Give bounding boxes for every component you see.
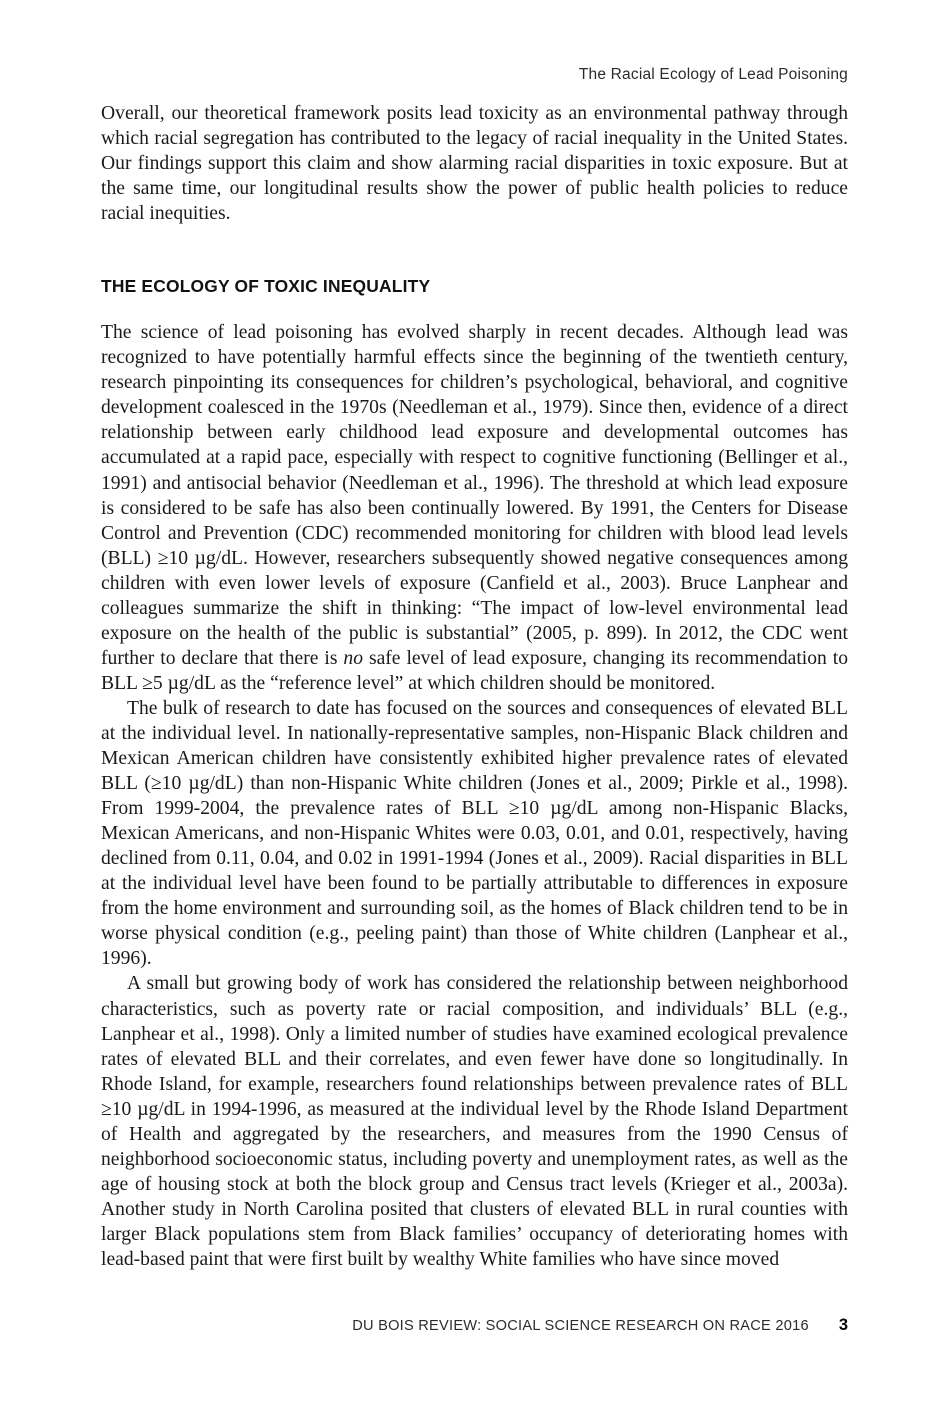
paragraph-bulk-of-research: The bulk of research to date has focused on the sources and consequences of elevated BLL at the individual level. In nationally-representative samples, non-Hispanic Black children and Mexican American children have consistently exhibited higher prevalence rates of elevated BLL (≥10 µg/dL) than non-Hispanic White children (Jones et al., 2009; Pirkle et al., 1998). From 1999-2004, the prevalence rates of BLL ≥10 µg/dL among non-Hispanic Blacks, Mexican Americans, and non-Hispanic Whites were 0.03, 0.01, and 0.01, respectively, having declined from 0.11, 0.04, and 0.02 in 1991-1994 (Jones et al., 2009). Racial disparities in BLL at the individual level have been found to be partially attributable to differences in exposure from the home environment and surrounding soil, as the homes of Black children tend to be in worse physical condition (e.g., peeling paint) than those of White children (Lanphear et al., 1996). xyxy=(101,697,848,970)
paragraph-science-of-lead-poisoning xyxy=(101,320,848,696)
footer-page-number: 3 xyxy=(838,1316,848,1334)
section-heading-ecology-of-toxic-inequality: THE ECOLOGY OF TOXIC INEQUALITY xyxy=(101,276,431,297)
text-column xyxy=(101,101,848,1272)
paragraph-science-part-one: The science of lead poisoning has evolved sharply in recent decades. Although lead was recognized to have potentially harmful effects since the beginning of the twentieth century, research pinpointing its consequences for children’s psychological, behavioral, and cognitive development coalesced in the 1970s (Needleman et al., 1979). Since then, evidence of a direct relationship between early childhood lead exposure and developmental outcomes has accumulated at a rapid pace, especially with respect to cognitive functioning (Bellinger et al., 1991) and antisocial behavior (Needleman et al., 1996). The threshold at which lead exposure is considered to be safe has also been continually lowered. By 1991, the Centers for Disease Control and Prevention (CDC) recommended monitoring for children with blood lead levels (BLL) ≥10 µg/dL. However, researchers subsequently showed negative consequences among children with even lower levels of exposure (Canfield et al., 2003). Bruce Lanphear and colleagues summarize the shift in thinking: “The impact of low-level environmental lead exposure on the health of the public is substantial” (2005, p. 899). In 2012, the CDC went further to declare that there is xyxy=(101,322,848,669)
paragraph-overall-summary: Overall, our theoretical framework posits lead toxicity as an environmental pathway through which racial segregation has contributed to the legacy of racial inequality in the United States. Our findings support this claim and show alarming racial disparities in toxic exposure. But at the same time, our longitudinal results show the power of public health policies to reduce racial inequities. xyxy=(101,103,848,225)
footer-journal-title: DU BOIS REVIEW: SOCIAL SCIENCE RESEARCH ON RACE 2016 xyxy=(352,1318,809,1334)
paragraph-science-part-two: safe level of lead exposure, changing its recommendation to BLL ≥5 µg/dL as the “reference level” at which children should be monitored. xyxy=(101,647,849,694)
running-head: The Racial Ecology of Lead Poisoning xyxy=(578,66,848,83)
heading-top-spacer xyxy=(101,226,848,274)
emphasis-no: no xyxy=(343,647,364,669)
heading-bottom-spacer xyxy=(101,299,848,320)
paragraph-neighborhood-characteristics: A small but growing body of work has considered the relationship between neighborhood characteristics, such as poverty rate or racial composition, and individuals’ BLL (e.g., Lanphear et al., 1998). Only a limited number of studies have examined ecological prevalence rates of elevated BLL and their correlates, and even fewer have done so longitudinally. In Rhode Island, for example, researchers found relationships between prevalence rates of BLL ≥10 µg/dL in 1994-1996, as measured at the individual level by the Rhode Island Department of Health and aggregated by the researchers, and measures from the 1990 Census of neighborhood socioeconomic status, including poverty and unemployment rates, as well as the age of housing stock at both the block group and Census tract levels (Krieger et al., 2003a). Another study in North Carolina posited that clusters of elevated BLL in rural counties with larger Black populations stem from Black families’ occupancy of deteriorating homes with lead-based paint that were first built by wealthy White families who have since moved xyxy=(101,973,848,1270)
page-footer xyxy=(101,1316,848,1335)
